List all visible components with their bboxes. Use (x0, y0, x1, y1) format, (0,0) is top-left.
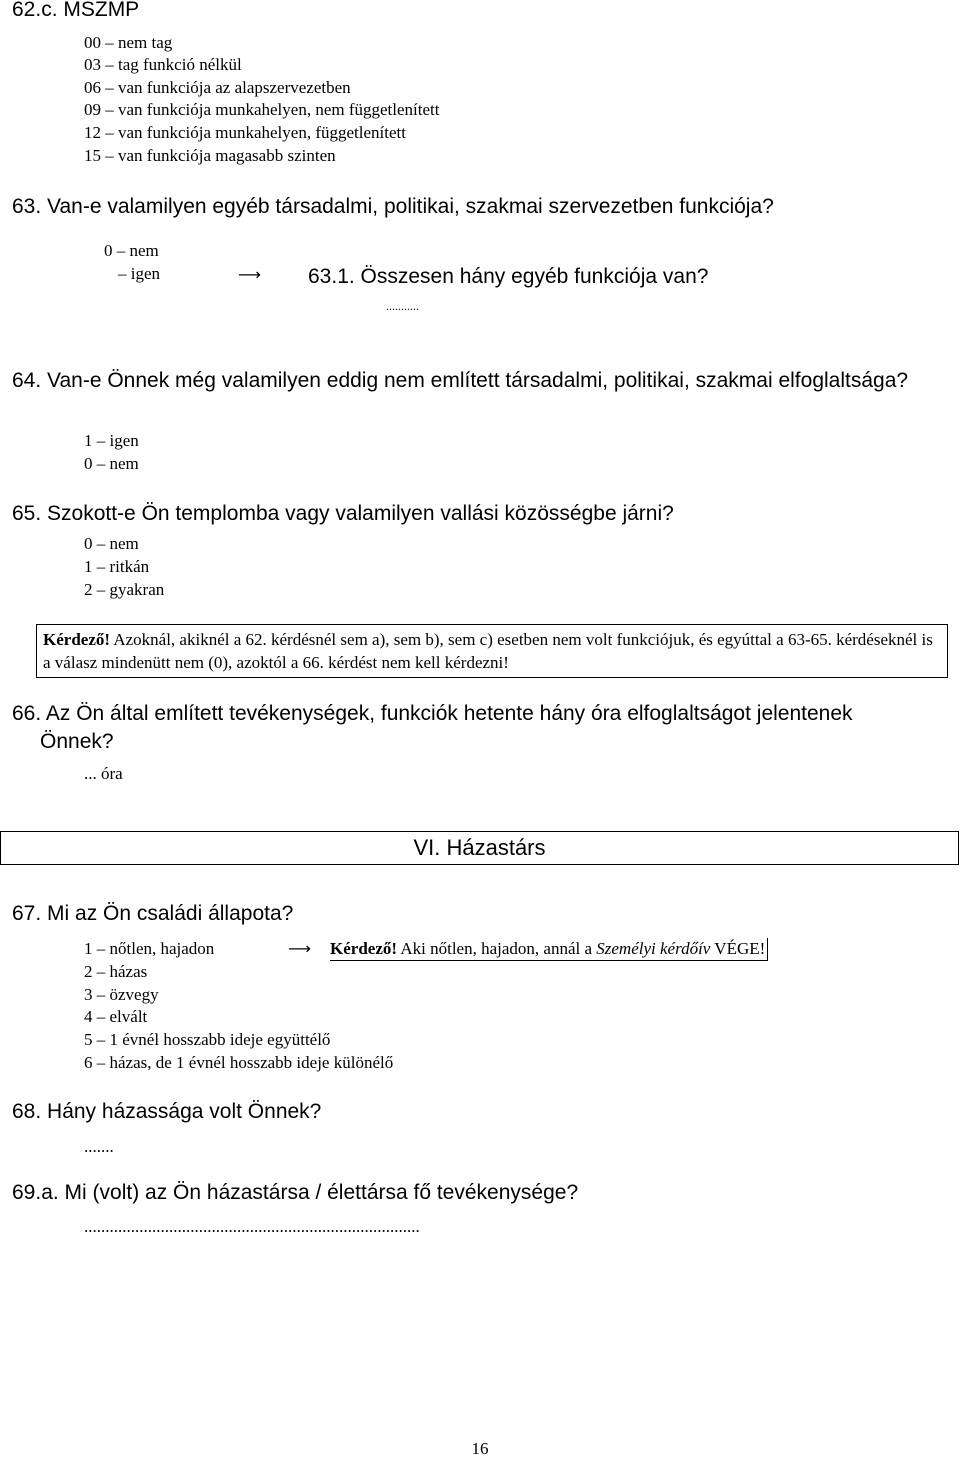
q67-option-3: 3 – özvegy (84, 985, 159, 1004)
q62c-option-00: 00 – nem tag (84, 33, 173, 52)
q67-note-italic: Személyi kérdőív (596, 939, 711, 958)
q63-option-yes: – igen (118, 264, 161, 283)
q66-title (12, 700, 892, 756)
q65-title: 65. Szokott-e Ön templomba vagy valamilyen vallási közösségbe járni? (12, 502, 674, 525)
q67-option-1: 1 – nőtlen, hajadon (84, 939, 215, 958)
interviewer-note-text: Azoknál, akiknél a 62. kérdésnél sem a), sem b), sem c) esetben nem volt funkciójuk, és egyúttal a 63-65. kérdéseknél is a válasz mindenütt nem (0), azoktól a 66. kérdést nem kell kérdezni! (43, 630, 933, 672)
q66-answer: ... óra (84, 764, 123, 783)
q62c-option-12: 12 – van funkciója munkahelyen, függetlenített (84, 123, 406, 142)
q68-title: 68. Hány házassága volt Önnek? (12, 1100, 322, 1123)
q67-title: 67. Mi az Ön családi állapota? (12, 902, 294, 925)
q65-option-no: 0 – nem (84, 534, 139, 553)
q65-option-often: 2 – gyakran (84, 580, 165, 599)
q62c-option-15: 15 – van funkciója magasabb szinten (84, 146, 336, 165)
q67-note-text-b: VÉGE! (710, 939, 766, 958)
q67-option-5: 5 – 1 évnél hosszabb ideje együttélő (84, 1030, 331, 1049)
q69a-title: 69.a. Mi (volt) az Ön házastársa / élettársa fő tevékenysége? (12, 1181, 579, 1204)
q62c-option-09: 09 – van funkciója munkahelyen, nem függetlenített (84, 100, 440, 119)
q63-1-answer-blank: ........... (386, 299, 419, 313)
q67-note-label: Kérdező! (330, 939, 398, 958)
q67-interviewer-note (330, 938, 768, 961)
section-title: VI. Házastárs (413, 835, 546, 860)
q62c-option-06: 06 – van funkciója az alapszervezetben (84, 78, 351, 97)
q63-1-title: 63.1. Összesen hány egyéb funkciója van? (308, 265, 709, 288)
q66-title-text: 66. Az Ön által említett tevékenységek, funkciók hetente hány óra elfoglaltságot jelentenek Önnek? (12, 702, 853, 753)
q67-option-4: 4 – elvált (84, 1007, 148, 1026)
arrow-icon: ⟶ (238, 265, 261, 284)
q64-title (12, 367, 932, 395)
interviewer-note-box (36, 624, 948, 678)
q65-option-rarely: 1 – ritkán (84, 557, 150, 576)
q63-title: 63. Van-e valamilyen egyéb társadalmi, politikai, szakmai szervezetben funkciója? (12, 195, 774, 218)
page-number: 16 (471, 1439, 489, 1458)
q64-option-yes: 1 – igen (84, 431, 139, 450)
section-header (0, 831, 959, 865)
q67-note-text-a: Aki nőtlen, hajadon, annál a (397, 939, 597, 958)
q69a-answer-blank: ............................................................................... (84, 1217, 420, 1236)
interviewer-note-label: Kérdező! (43, 630, 111, 649)
q68-answer-blank: ....... (84, 1137, 114, 1156)
q67-option-6: 6 – házas, de 1 évnél hosszabb ideje különélő (84, 1053, 394, 1072)
q64-option-no: 0 – nem (84, 454, 139, 473)
q62c-title: 62.c. MSZMP (12, 0, 140, 21)
q64-title-text: 64. Van-e Önnek még valamilyen eddig nem említett társadalmi, politikai, szakmai elfoglaltsága? (12, 369, 909, 392)
q67-option-2: 2 – házas (84, 962, 148, 981)
q63-option-no: 0 – nem (104, 241, 159, 260)
q62c-option-03: 03 – tag funkció nélkül (84, 55, 242, 74)
arrow-icon: ⟶ (288, 939, 311, 958)
